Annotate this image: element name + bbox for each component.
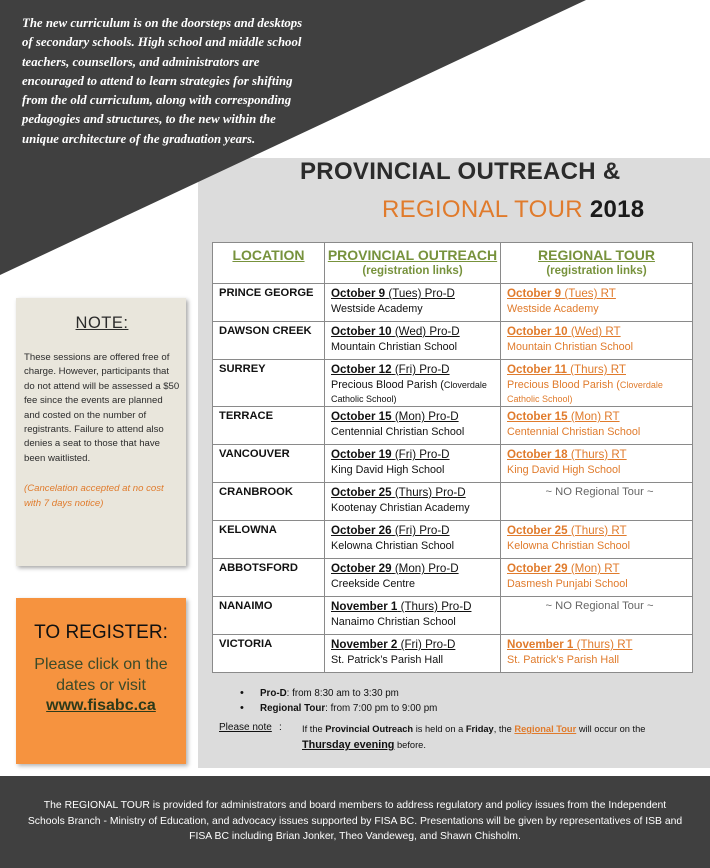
note-title: NOTE:: [75, 314, 129, 332]
outreach-venue-small: Cloverdale Catholic School): [331, 380, 487, 404]
tour-cell: [501, 322, 693, 360]
register-link[interactable]: www.fisabc.ca: [46, 697, 156, 714]
note-box: [16, 298, 186, 566]
tour-cell-none: [501, 597, 693, 635]
table-row: [213, 521, 693, 559]
rt-time-label: Regional Tour: [260, 703, 326, 714]
pn-bold-friday: Friday: [465, 724, 494, 734]
tour-date: October 18: [507, 448, 568, 461]
location-cell: [213, 483, 325, 521]
outreach-cell: [325, 407, 501, 445]
please-note-colon: :: [279, 722, 282, 733]
outreach-venue-name: Nanaimo Christian School: [331, 616, 456, 628]
tour-day: (Thurs) RT: [570, 448, 627, 461]
tour-date-link[interactable]: [507, 325, 692, 339]
outreach-venue: [331, 378, 500, 406]
outreach-venue: [331, 425, 500, 439]
table-row: [213, 635, 693, 673]
outreach-cell: [325, 322, 501, 360]
tour-day: (Thurs) RT: [570, 363, 626, 376]
tour-day: (Thurs) RT: [576, 638, 633, 651]
intro-paragraph: The new curriculum is on the doorsteps and desktops of secondary schools. High school and middle school teachers, counsellors, and administrators are encouraged to attend to learn strategies for shifting from the old curriculum, along with corresponding pedagogies and structures, to the new within the unique architecture of the graduation years.: [22, 16, 303, 146]
outreach-date-link[interactable]: [331, 562, 500, 576]
please-note-label-text: Please note: [219, 722, 272, 733]
outreach-day: (Fri) Pro-D: [394, 363, 450, 376]
location-cell: [213, 360, 325, 407]
tour-cell: [501, 635, 693, 673]
tour-day: (Mon) RT: [570, 410, 620, 423]
outreach-cell: [325, 597, 501, 635]
header-tour-label: REGIONAL TOUR: [538, 247, 655, 263]
outreach-cell: [325, 521, 501, 559]
tour-venue-name: King David High School: [507, 464, 621, 476]
outreach-venue: [331, 539, 500, 553]
location-cell: [213, 284, 325, 322]
tour-cell: [501, 284, 693, 322]
tour-date-link[interactable]: [507, 410, 692, 424]
table-row: [213, 407, 693, 445]
rt-time-item: [240, 701, 437, 716]
tour-venue: [507, 378, 692, 406]
tour-venue-name: Mountain Christian School: [507, 341, 634, 353]
table-row: [213, 445, 693, 483]
tour-cell: [501, 407, 693, 445]
tour-venue-name: Dasmesh Punjabi School: [507, 578, 628, 590]
table-row: [213, 597, 693, 635]
tour-day: (Tues) RT: [564, 287, 616, 300]
outreach-date-link[interactable]: [331, 448, 500, 462]
header-outreach: [325, 243, 501, 284]
location-name: DAWSON CREEK: [219, 325, 312, 337]
outreach-date-link[interactable]: [331, 638, 500, 652]
tour-date-link[interactable]: [507, 287, 692, 301]
header-location-label: LOCATION: [232, 247, 305, 263]
pn-text-1: If the: [302, 724, 326, 734]
outreach-date-link[interactable]: [331, 410, 500, 424]
pn-text-5: before.: [394, 740, 426, 750]
title-regional-tour: REGIONAL TOUR: [382, 196, 583, 223]
outreach-cell: [325, 483, 501, 521]
outreach-date: October 12: [331, 363, 392, 376]
header-tour: [501, 243, 693, 284]
pn-thursday-evening: Thursday evening: [302, 739, 395, 751]
tour-venue-name: Centennial Christian School: [507, 426, 641, 438]
outreach-date: October 25: [331, 486, 392, 499]
tour-venue-name: Westside Academy: [507, 303, 599, 315]
location-cell: [213, 445, 325, 483]
outreach-date: October 26: [331, 524, 392, 537]
outreach-venue: [331, 302, 500, 316]
table-header-row: [213, 243, 693, 284]
tour-cell: [501, 521, 693, 559]
location-name: VANCOUVER: [219, 448, 290, 460]
outreach-venue-name: King David High School: [331, 464, 445, 476]
outreach-day: (Thurs) Pro-D: [394, 486, 466, 499]
location-cell: [213, 635, 325, 673]
outreach-venue-name: Mountain Christian School: [331, 341, 458, 353]
location-cell: [213, 407, 325, 445]
outreach-venue-name: Westside Academy: [331, 303, 423, 315]
outreach-day: (Fri) Pro-D: [394, 524, 450, 537]
outreach-venue: [331, 340, 500, 354]
tour-venue-name: Precious Blood Parish (: [507, 379, 620, 391]
please-note-label: [219, 722, 272, 733]
outreach-day: (Mon) Pro-D: [394, 410, 459, 423]
location-name: ABBOTSFORD: [219, 562, 298, 574]
tour-date-link[interactable]: [507, 448, 692, 462]
pn-bold-outreach: Provincial Outreach: [325, 724, 414, 734]
outreach-venue: [331, 615, 500, 629]
tour-venue-small: Cloverdale Catholic School): [507, 380, 663, 404]
title-line-1: PROVINCIAL OUTREACH &: [300, 158, 621, 185]
tour-venue: [507, 539, 692, 553]
location-name: SURREY: [219, 363, 266, 375]
outreach-date: October 10: [331, 325, 392, 338]
outreach-venue-name: Centennial Christian School: [331, 426, 465, 438]
location-name: VICTORIA: [219, 638, 273, 650]
tour-date-link[interactable]: [507, 638, 692, 652]
outreach-date: October 9: [331, 287, 386, 300]
tour-date: November 1: [507, 638, 574, 651]
outreach-date: October 29: [331, 562, 392, 575]
outreach-cell: [325, 635, 501, 673]
pn-text-4: will occur on the: [576, 724, 646, 734]
tour-cell: [501, 445, 693, 483]
header-outreach-label: PROVINCIAL OUTREACH: [327, 247, 498, 263]
tour-date: October 25: [507, 524, 568, 537]
schedule-body: [213, 284, 693, 673]
tour-venue: [507, 302, 692, 316]
outreach-venue: [331, 653, 500, 667]
register-text: Please click on the dates or visit: [34, 656, 168, 694]
outreach-venue-name: Kootenay Christian Academy: [331, 502, 470, 514]
outreach-date-link[interactable]: [331, 486, 500, 500]
outreach-cell: [325, 559, 501, 597]
location-name: CRANBROOK: [219, 486, 293, 498]
location-cell: [213, 521, 325, 559]
no-tour-text: ~ NO Regional Tour ~: [545, 486, 654, 498]
outreach-cell: [325, 360, 501, 407]
note-cancelation: (Cancelation accepted at no cost with 7 days notice): [24, 483, 164, 509]
tour-cell: [501, 360, 693, 407]
location-name: NANAIMO: [219, 600, 273, 612]
tour-date: October 9: [507, 287, 562, 300]
tour-day: (Thurs) RT: [570, 524, 627, 537]
tour-date-link[interactable]: [507, 524, 692, 538]
note-text: These sessions are offered free of charge. However, participants that do not attend will be assessed a $50 fee since the events are planned and costed on the number of registrants. Failure to attend also denies a seat to those that have been waitlisted.: [24, 352, 180, 464]
tour-cell-none: [501, 483, 693, 521]
outreach-day: (Tues) Pro-D: [388, 287, 455, 300]
outreach-date: October 15: [331, 410, 392, 423]
outreach-cell: [325, 284, 501, 322]
schedule-table: [212, 242, 693, 673]
title-line-2: [382, 196, 644, 224]
please-note-text: [302, 721, 694, 753]
outreach-date-link[interactable]: [331, 287, 500, 301]
outreach-venue: [331, 501, 500, 515]
tour-date: October 11: [507, 363, 567, 376]
outreach-date-link[interactable]: [331, 600, 500, 614]
tour-venue: [507, 340, 692, 354]
outreach-venue-name: Creekside Centre: [331, 578, 416, 590]
tour-day: (Wed) RT: [570, 325, 621, 338]
pn-text-2: is held on a: [413, 724, 466, 734]
outreach-date: November 2: [331, 638, 398, 651]
outreach-day: (Fri) Pro-D: [400, 638, 456, 651]
outreach-venue: [331, 463, 500, 477]
outreach-date-link[interactable]: [331, 363, 500, 377]
outreach-venue-name: Kelowna Christian School: [331, 540, 455, 552]
header-outreach-sub: (registration links): [362, 265, 463, 277]
prod-time-item: [240, 686, 437, 701]
header-location: [213, 243, 325, 284]
outreach-day: (Fri) Pro-D: [394, 448, 450, 461]
tour-venue: [507, 653, 692, 667]
footer: [0, 776, 710, 868]
tour-date: October 10: [507, 325, 568, 338]
outreach-venue: [331, 577, 500, 591]
outreach-venue-name: St. Patrick’s Parish Hall: [331, 654, 444, 666]
rt-time-text: : from 7:00 pm to 9:00 pm: [325, 703, 438, 714]
header-tour-sub: (registration links): [546, 265, 647, 277]
outreach-day: (Thurs) Pro-D: [400, 600, 472, 613]
pn-text-3: , the: [493, 724, 515, 734]
pn-regional-tour: Regional Tour: [514, 724, 577, 734]
footer-text: The REGIONAL TOUR is provided for administrators and board members to address regulatory and policy issues from the Independent Schools Branch - Ministry of Education, and advocacy issues supported by FISA BC. Presentations will be given by representatives of ISB and FISA BC including Brian Jonker, Theo Vandeweg, and Shawn Chisholm.: [27, 800, 683, 842]
tour-venue: [507, 425, 692, 439]
outreach-cell: [325, 445, 501, 483]
tour-venue: [507, 463, 692, 477]
table-row: [213, 483, 693, 521]
location-cell: [213, 322, 325, 360]
outreach-venue-name: Precious Blood Parish (: [331, 379, 444, 391]
outreach-date: November 1: [331, 600, 398, 613]
session-times: [240, 686, 437, 716]
location-cell: [213, 559, 325, 597]
outreach-day: (Wed) Pro-D: [394, 325, 460, 338]
prod-time-label: Pro-D: [260, 688, 287, 699]
outreach-date-link[interactable]: [331, 325, 500, 339]
register-box: [16, 598, 186, 764]
tour-date: October 29: [507, 562, 568, 575]
prod-time-text: : from 8:30 am to 3:30 pm: [286, 688, 399, 699]
tour-date: October 15: [507, 410, 568, 423]
table-row: [213, 284, 693, 322]
table-row: [213, 559, 693, 597]
title-year: 2018: [589, 196, 645, 223]
no-tour-text: ~ NO Regional Tour ~: [545, 600, 654, 612]
tour-venue-name: Kelowna Christian School: [507, 540, 631, 552]
table-row: [213, 322, 693, 360]
tour-date-link[interactable]: [507, 562, 692, 576]
register-title: TO REGISTER:: [34, 622, 168, 643]
tour-day: (Mon) RT: [570, 562, 620, 575]
outreach-date: October 19: [331, 448, 392, 461]
location-name: KELOWNA: [219, 524, 277, 536]
tour-date-link[interactable]: [507, 363, 692, 377]
location-cell: [213, 597, 325, 635]
tour-cell: [501, 559, 693, 597]
location-name: PRINCE GEORGE: [219, 287, 314, 299]
outreach-day: (Mon) Pro-D: [394, 562, 459, 575]
tour-venue: [507, 577, 692, 591]
tour-venue-name: St. Patrick’s Parish Hall: [507, 654, 620, 666]
table-row: [213, 360, 693, 407]
outreach-date-link[interactable]: [331, 524, 500, 538]
location-name: TERRACE: [219, 410, 274, 422]
